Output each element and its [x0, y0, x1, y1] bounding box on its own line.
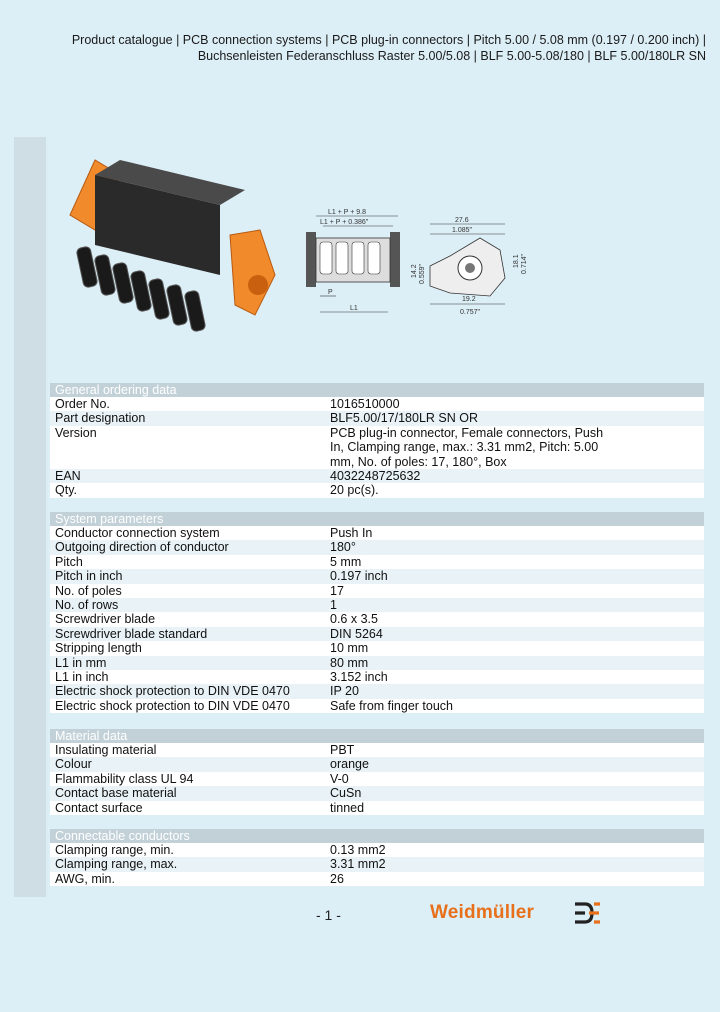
section-material-data: [50, 729, 704, 815]
table-row: [50, 483, 704, 497]
table-row: [50, 843, 704, 857]
table-row: [50, 598, 704, 612]
row-key: Electric shock protection to DIN VDE 0470: [55, 698, 290, 713]
row-value: PBT: [330, 743, 355, 757]
dim-1085-label: 1.085": [452, 227, 473, 234]
row-key: Stripping length: [55, 641, 142, 656]
row-value: 10 mm: [330, 641, 369, 656]
row-key: Pitch in inch: [55, 569, 123, 584]
row-key: Clamping range, max.: [55, 857, 178, 872]
brand-logo-text: Weidmüller: [430, 902, 535, 923]
dimension-drawing-side: [410, 208, 530, 326]
row-key: EAN: [55, 469, 81, 484]
section-system-parameters: [50, 512, 704, 713]
dim-0757-label: 0.757": [460, 309, 481, 316]
breadcrumb-line-1: Product catalogue | PCB connection systems | PCB plug-in connectors | Pitch 5.00 / 5.08 mm (0.197 / 0.200 inch) |: [71, 33, 706, 47]
dim-142-label: 14.2: [411, 264, 418, 278]
row-value-line: In, Clamping range, max.: 3.31 mm2, Pitch: 5.00: [330, 440, 599, 455]
row-value: 17: [330, 583, 344, 598]
section-title: System parameters: [50, 512, 704, 526]
row-value: 1: [330, 598, 337, 613]
section-title: General ordering data: [50, 383, 704, 397]
breadcrumb: [16, 32, 706, 64]
table-row: [50, 426, 704, 469]
row-key: Insulating material: [55, 743, 157, 757]
row-value: tinned: [330, 800, 365, 815]
row-key: Flammability class UL 94: [55, 771, 194, 786]
row-value: 0.197 inch: [330, 569, 388, 584]
row-value: V-0: [330, 771, 349, 786]
row-value: BLF5.00/17/180LR SN OR: [330, 411, 478, 426]
row-value: 26: [330, 871, 344, 886]
dim-192-label: 19.2: [462, 296, 476, 303]
row-value-line: mm, No. of poles: 17, 180°, Box: [330, 454, 507, 469]
row-value: Safe from finger touch: [330, 698, 453, 713]
row-value: 0.13 mm2: [330, 843, 386, 857]
row-key: Clamping range, min.: [55, 843, 174, 857]
row-value: 3.152 inch: [330, 670, 388, 685]
table-row: [50, 699, 704, 713]
section-title: Connectable conductors: [50, 829, 704, 843]
page-number: - 1 -: [316, 907, 341, 923]
row-value: IP 20: [330, 684, 359, 699]
row-value: 0.6 x 3.5: [330, 612, 378, 627]
table-row: [50, 757, 704, 771]
row-value-line: PCB plug-in connector, Female connectors, Push: [330, 425, 604, 440]
row-value: DIN 5264: [330, 626, 383, 641]
product-image: [60, 155, 290, 335]
row-key: Electric shock protection to DIN VDE 0470: [55, 684, 290, 699]
row-value: Push In: [330, 526, 373, 540]
table-row: [50, 526, 704, 540]
dim-l1-label: L1: [350, 305, 358, 312]
row-value: [330, 426, 610, 469]
row-value: 5 mm: [330, 554, 362, 569]
dim-276-label: 27.6: [455, 217, 469, 224]
table-row: [50, 469, 704, 483]
row-value: 1016510000: [330, 397, 400, 411]
left-sidebar-strip: [14, 137, 46, 897]
row-key: No. of poles: [55, 583, 122, 598]
dim-l1p-label: L1 + P + 9.8: [328, 209, 367, 216]
row-key: Qty.: [55, 483, 77, 498]
row-key: Contact surface: [55, 800, 143, 815]
row-key: Version: [55, 425, 97, 440]
dim-l1p-in-label: L1 + P + 0.386": [320, 219, 369, 226]
row-key: Part designation: [55, 411, 146, 426]
row-key: Screwdriver blade: [55, 612, 156, 627]
dim-0559-label: 0.559": [419, 263, 426, 284]
row-value: 4032248725632: [330, 469, 421, 484]
table-row: [50, 540, 704, 554]
section-title: Material data: [50, 729, 704, 743]
table-row: [50, 801, 704, 815]
table-row: [50, 584, 704, 598]
table-row: [50, 786, 704, 800]
row-key: Colour: [55, 757, 92, 772]
table-row: [50, 555, 704, 569]
row-value: 3.31 mm2: [330, 857, 386, 872]
section-connectable-conductors: [50, 829, 704, 886]
table-row: [50, 857, 704, 871]
row-key: Pitch: [55, 554, 83, 569]
table-row: [50, 569, 704, 583]
row-key: AWG, min.: [55, 871, 115, 886]
row-key: L1 in mm: [55, 655, 107, 670]
table-row: [50, 641, 704, 655]
table-row: [50, 397, 704, 411]
row-value: 20 pc(s).: [330, 483, 379, 498]
row-key: Contact base material: [55, 786, 177, 801]
dim-0714-label: 0.714": [521, 253, 528, 274]
table-row: [50, 670, 704, 684]
table-row: [50, 411, 704, 425]
row-value: 180°: [330, 540, 356, 555]
row-key: Outgoing direction of conductor: [55, 540, 229, 555]
dim-p-label: P: [328, 289, 333, 296]
section-general-ordering-data: [50, 383, 704, 498]
table-row: [50, 612, 704, 626]
dim-181-label: 18.1: [513, 254, 520, 268]
row-value: CuSn: [330, 786, 362, 801]
table-row: [50, 772, 704, 786]
table-row: [50, 872, 704, 886]
breadcrumb-line-2: Buchsenleisten Federanschluss Raster 5.00/5.08 | BLF 5.00-5.08/180 | BLF 5.00/180LR SN: [197, 49, 706, 63]
row-value: orange: [330, 757, 369, 772]
table-row: [50, 627, 704, 641]
row-key: Screwdriver blade standard: [55, 626, 208, 641]
table-row: [50, 656, 704, 670]
row-key: No. of rows: [55, 598, 119, 613]
table-row: [50, 743, 704, 757]
brand-logo-icon: [572, 900, 602, 926]
row-key: L1 in inch: [55, 670, 109, 685]
table-row: [50, 684, 704, 698]
row-key: Order No.: [55, 397, 110, 411]
row-key: Conductor connection system: [55, 526, 220, 540]
row-value: 80 mm: [330, 655, 369, 670]
